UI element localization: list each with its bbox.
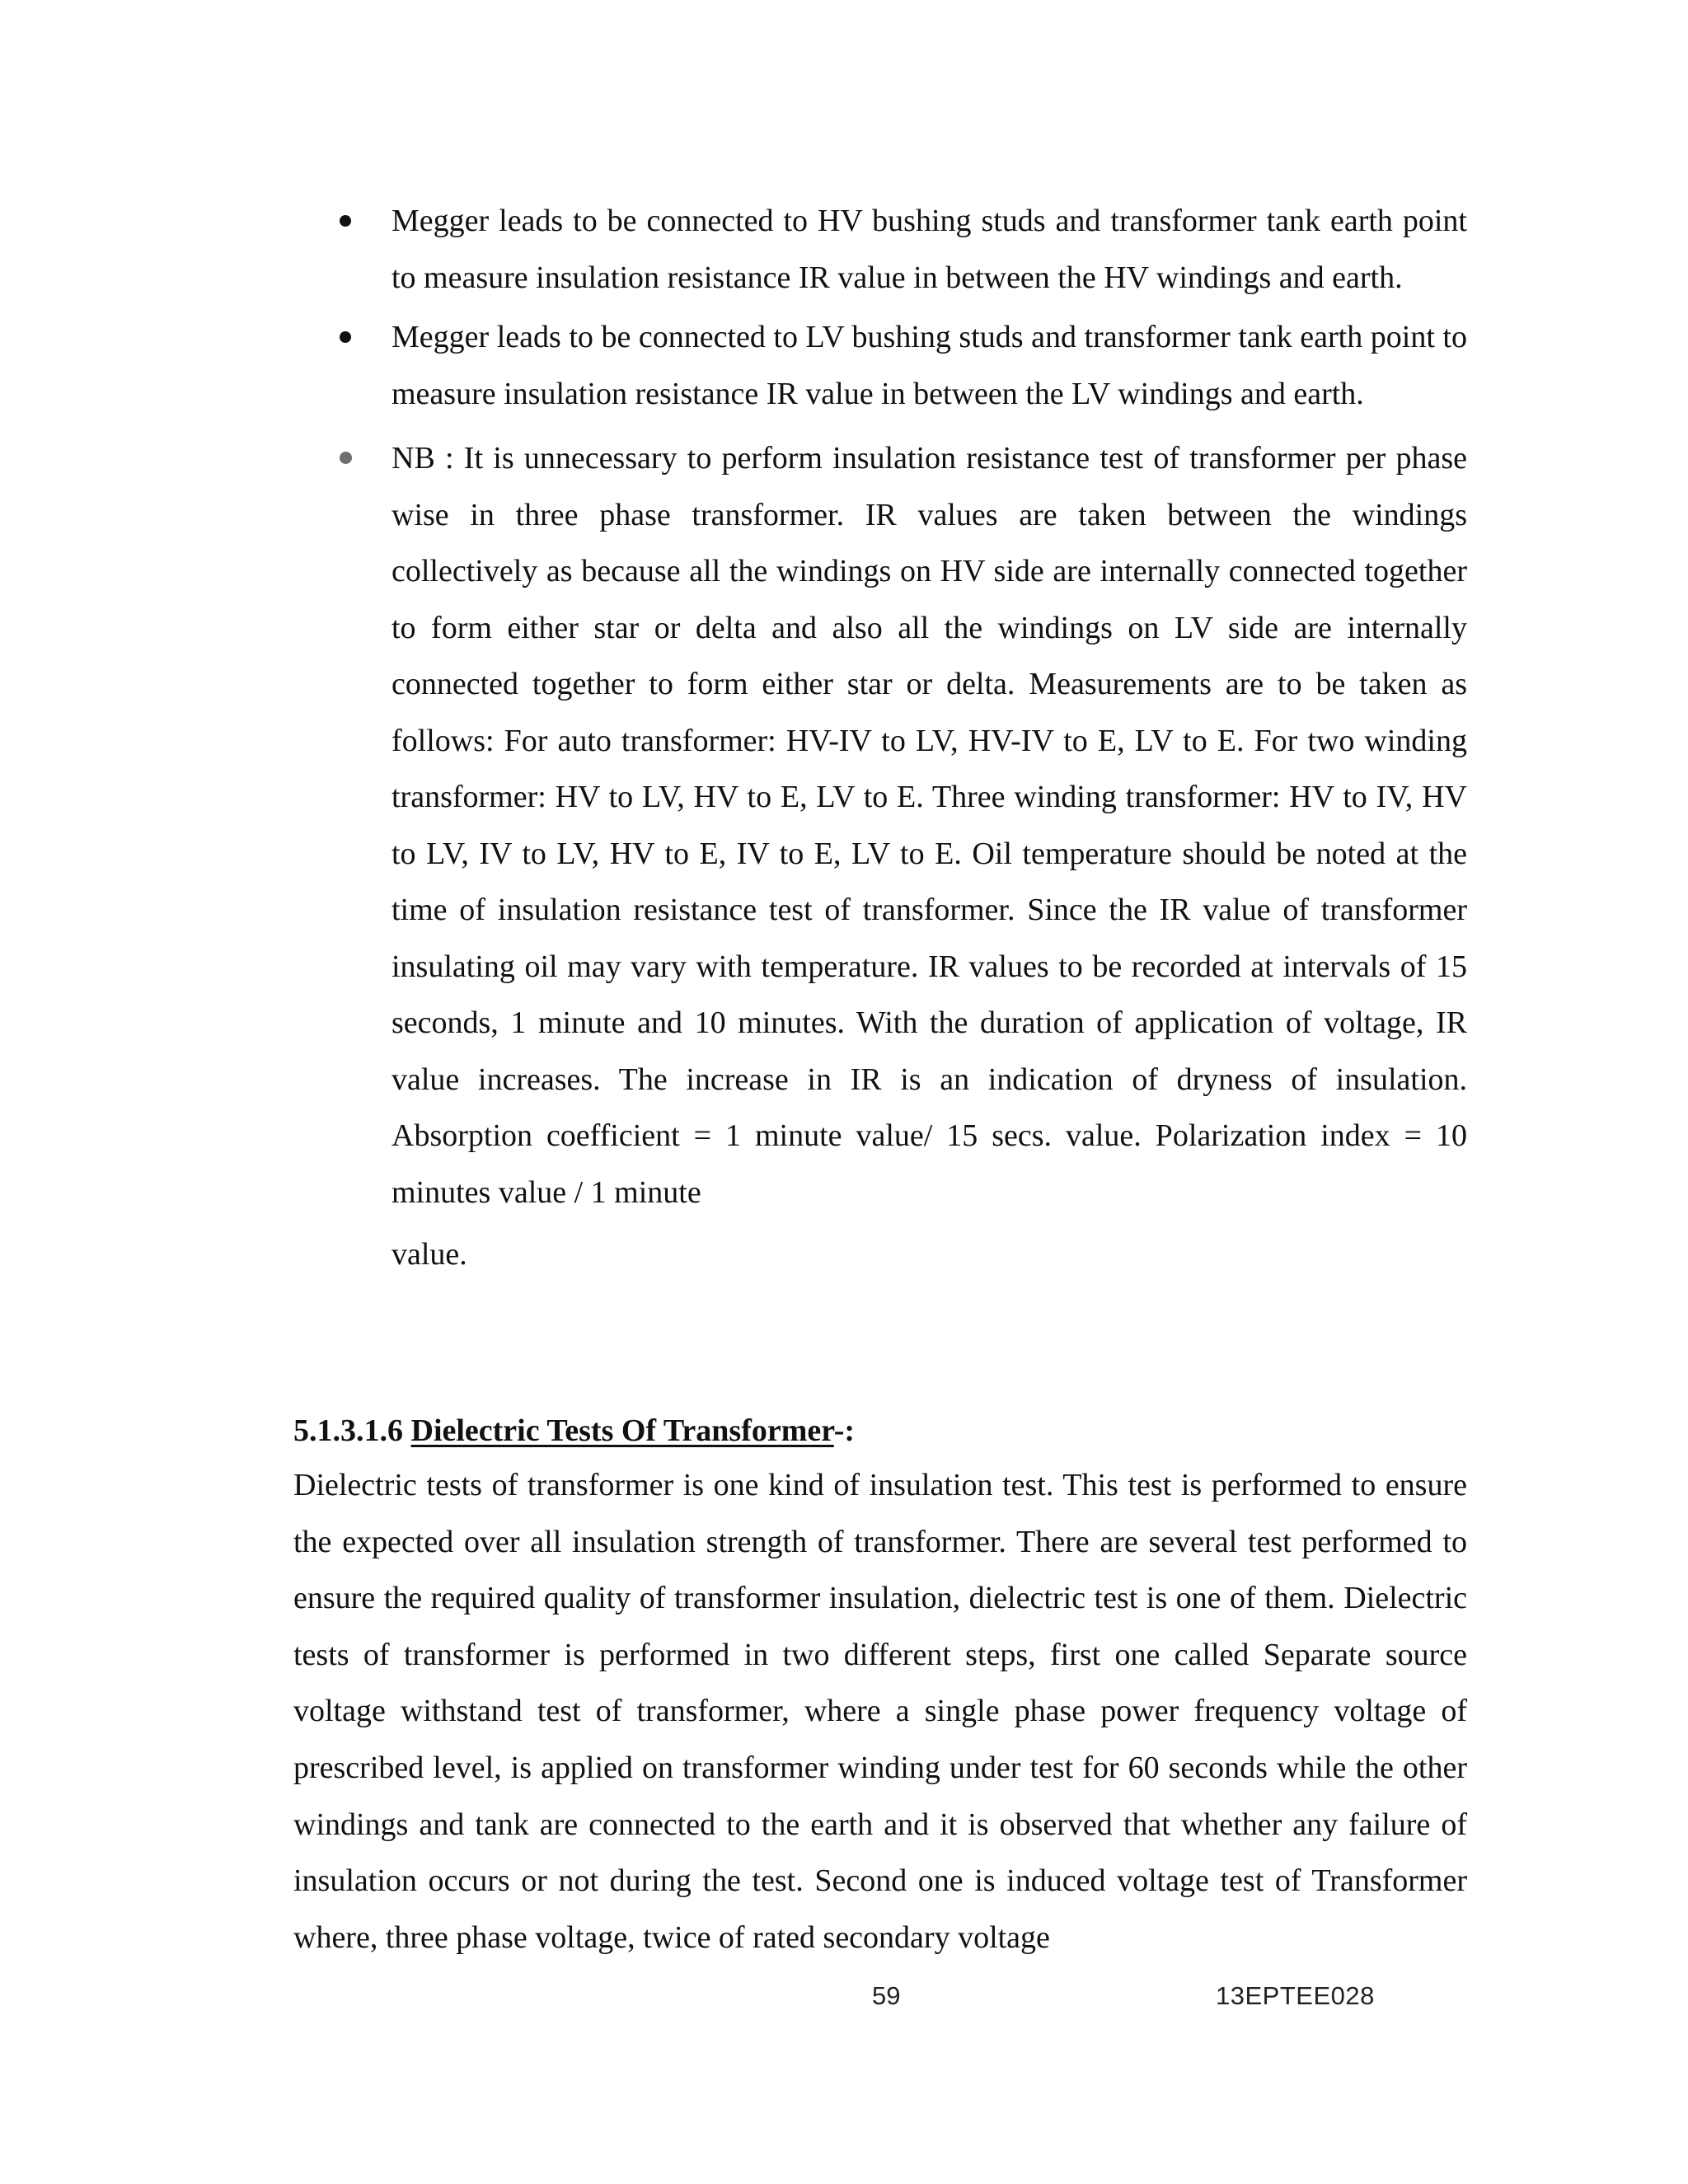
bullet-icon — [340, 452, 352, 464]
bullet-icon — [340, 215, 351, 227]
document-code: 13EPTEE028 — [1216, 1981, 1375, 2010]
bullet-list — [342, 193, 1467, 1280]
page-number: 59 — [872, 1981, 901, 2010]
body-paragraph: Dielectric tests of transformer is one kind of insulation test. This test is performed to ensure the expected over all insulation strength of transformer. There are several test performed to ensure the required quality of transformer insulation, dielectric test is one of them. Dielectric tests of transformer is performed in two different steps, first one called Separate source voltage withstand test of transformer, where a single phase power frequency voltage of prescribed level, is applied on transformer winding under test for 60 seconds while the other windings and tank are connected to the earth and it is observed that whether any failure of insulation occurs or not during the test. Second one is induced voltage test of Transformer where, three phase voltage, twice of rated secondary voltage — [293, 1468, 1467, 1955]
list-item — [342, 193, 1467, 306]
list-item — [342, 309, 1467, 422]
bullet-text: NB : It is unnecessary to perform insulation resistance test of transformer per phase wise in three phase transformer. IR values are taken between the windings collectively as because all the windings on HV side are internally connected together to form either star or delta and also all the windings on LV side are internally connected together to form either star or delta. Measurements are to be taken as follows: For auto transformer: HV-IV to LV, HV-IV to E, LV to E. For two winding transformer: HV to LV, HV to E, LV to E. Three winding transformer: HV to IV, HV to LV, IV to LV, HV to E, IV to E, LV to E. Oil temperature should be noted at the time of insulation resistance test of transformer. Since the IR value of transformer insulating oil may vary with temperature. IR values to be recorded at intervals of 15 seconds, 1 minute and 10 minutes. With the duration of application of voltage, IR value increases. The increase in IR is an indication of dryness of insulation. Absorption coefficient = 1 minute value/ 15 secs. value. Polarization index = 10 minutes value / 1 minute — [392, 441, 1467, 1210]
bullet-text-tail: value. — [392, 1237, 467, 1272]
list-item — [342, 430, 1467, 1277]
bullet-text: Megger leads to be connected to LV bushing studs and transformer tank earth point to measure insulation resistance IR value in between the LV windings and earth. — [392, 320, 1467, 411]
section-title: Dielectric Tests Of Transformer — [410, 1413, 834, 1448]
bullet-text: Megger leads to be connected to HV bushing studs and transformer tank earth point to measure insulation resistance IR value in between the HV windings and earth. — [392, 204, 1467, 295]
section-suffix: -: — [833, 1413, 856, 1448]
bullet-icon — [340, 331, 351, 343]
section-number: 5.1.3.1.6 — [293, 1413, 403, 1448]
section-heading — [293, 1403, 855, 1459]
